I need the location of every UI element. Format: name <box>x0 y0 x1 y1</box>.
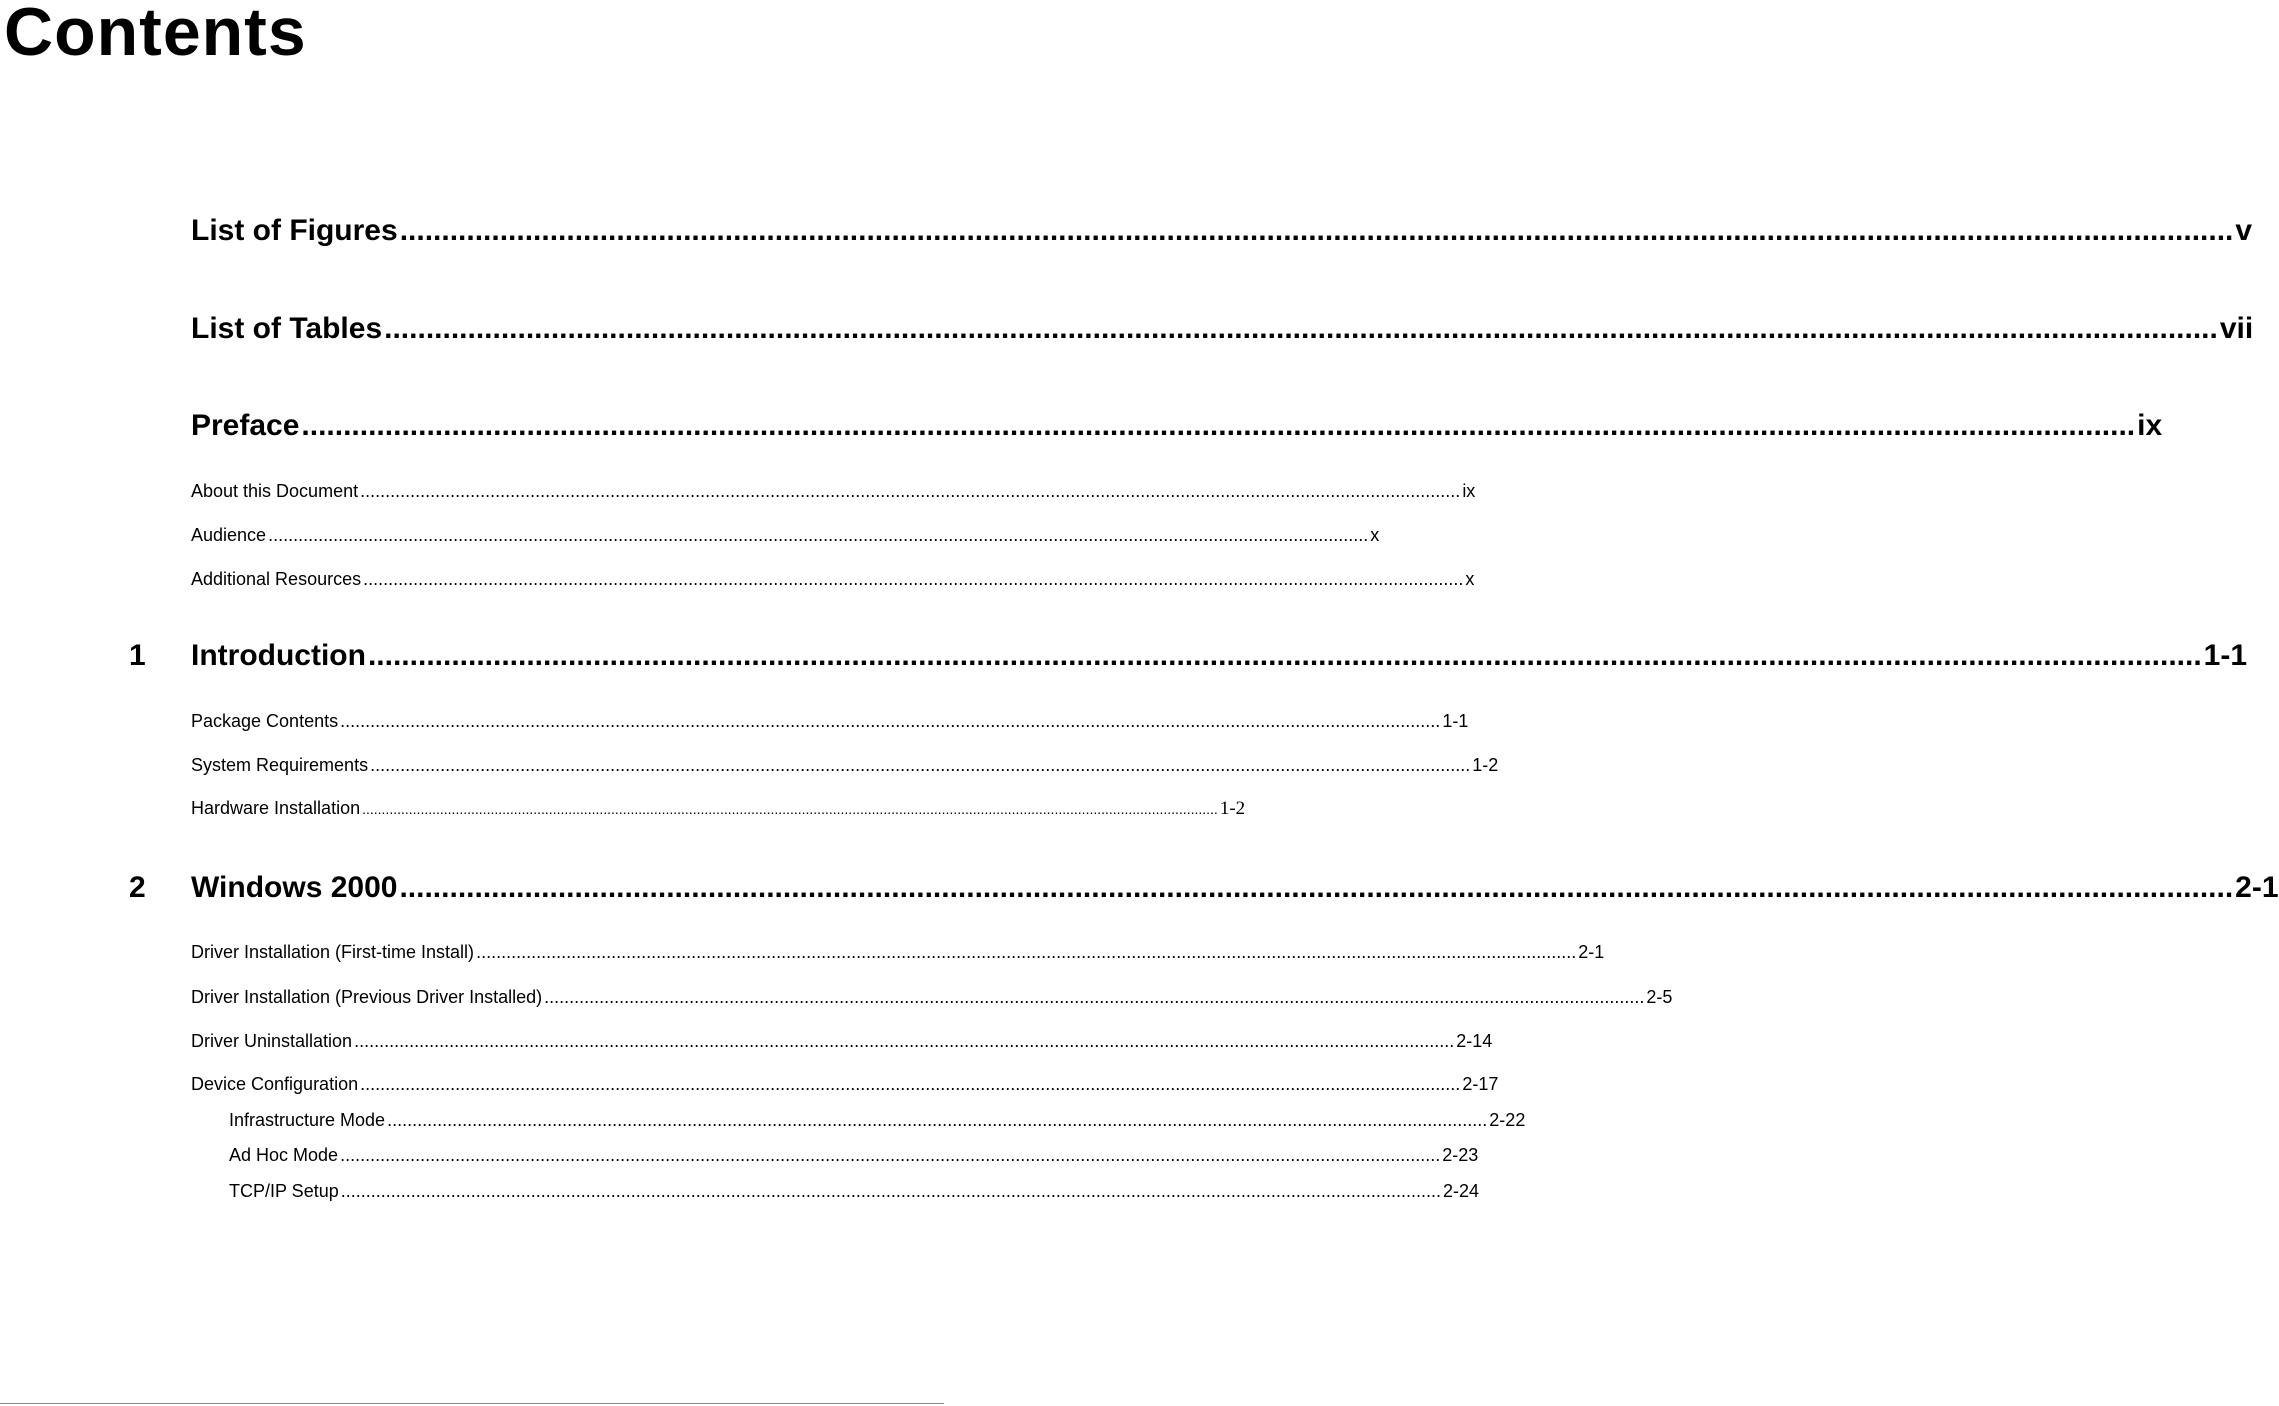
toc-entry-title: Infrastructure Mode <box>229 1110 386 1130</box>
toc-entry-page: x <box>1465 569 1475 589</box>
toc-entry-title: Introduction <box>191 639 366 672</box>
toc-entry-page: 2-24 <box>1442 1181 1479 1201</box>
toc-entry-infrastructure-mode[interactable] <box>229 1108 1526 1132</box>
toc-entry-page: 2-5 <box>1646 987 1673 1007</box>
dot-leader: ............................................................................................................................................................................................................................ <box>387 1110 1488 1130</box>
dot-leader: ............................................................................................................................................................................................................................ <box>399 214 2234 247</box>
toc-entry-list-of-figures[interactable] <box>191 211 2253 251</box>
page-title: Contents <box>4 0 307 70</box>
toc-entry-tcp-ip-setup[interactable] <box>229 1179 1479 1203</box>
toc-entry-title: Driver Uninstallation <box>191 1031 353 1051</box>
toc-entry-title: Device Configuration <box>191 1074 359 1094</box>
dot-leader: ............................................................................................................................................................................................................................ <box>354 1031 1455 1051</box>
dot-leader: ............................................................................................................................................................................................................................ <box>360 1074 1461 1094</box>
toc-entry-title: Hardware Installation <box>191 798 361 818</box>
toc-entry-page: 2-14 <box>1456 1031 1493 1051</box>
dot-leader: ............................................................................................................................................................................................................................ <box>476 942 1577 962</box>
toc-entry-page: 1-1 <box>2203 639 2248 672</box>
toc-entry-page: ix <box>1462 481 1476 501</box>
toc-entry-about-this-document[interactable] <box>191 479 1476 503</box>
toc-entry-title: Windows 2000 <box>191 871 398 904</box>
toc-entry-title: Audience <box>191 525 267 545</box>
toc-entry-title: Package Contents <box>191 711 339 731</box>
toc-entry-device-configuration[interactable] <box>191 1072 1499 1096</box>
dot-leader: ............................................................................................................................................................................................................................ <box>363 569 1464 589</box>
dot-leader: ............................................................................................................................................................................................................................ <box>268 525 1369 545</box>
toc-entry-ad-hoc-mode[interactable] <box>229 1143 1479 1167</box>
toc-entry-system-requirements[interactable] <box>191 753 1499 777</box>
toc-entry-page: 2-22 <box>1489 1110 1526 1130</box>
toc-entry-page: 2-17 <box>1462 1074 1499 1094</box>
dot-leader: ............................................................................................................................................................................................................................ <box>384 312 2218 345</box>
dot-leader: ............................................................................................................................................................................................................................ <box>544 987 1645 1007</box>
dot-leader: ............................................................................................................................................................................................................................ <box>340 1181 1441 1201</box>
toc-entry-title: Additional Resources <box>191 569 362 589</box>
toc-entry-title: System Requirements <box>191 755 369 775</box>
toc-entry-page: 1-1 <box>1442 711 1469 731</box>
toc-entry-driver-uninstallation[interactable] <box>191 1029 1493 1053</box>
toc-entry-title: TCP/IP Setup <box>229 1181 339 1201</box>
toc-entry-hardware-installation[interactable] <box>191 796 1246 820</box>
toc-entry-title: About this Document <box>191 481 359 501</box>
toc-entry-windows-2000[interactable] <box>191 868 2279 908</box>
toc-entry-introduction[interactable] <box>191 636 2248 676</box>
toc-entry-title: Driver Installation (First-time Install) <box>191 942 475 962</box>
dot-leader: ............................................................................................................................................................................................................................ <box>399 871 2234 904</box>
toc-entry-audience[interactable] <box>191 523 1380 547</box>
toc-entry-page: v <box>2235 214 2253 247</box>
toc-entry-package-contents[interactable] <box>191 709 1469 733</box>
toc-entry-title: Driver Installation (Previous Driver Installed) <box>191 987 543 1007</box>
dot-leader: ............................................................................................................................................................................................................................ <box>362 801 1218 817</box>
chapter-number: 1 <box>129 639 146 672</box>
toc-entry-page: 2-23 <box>1442 1145 1479 1165</box>
toc-entry-list-of-tables[interactable] <box>191 309 2254 349</box>
toc-entry-preface[interactable] <box>191 406 2163 446</box>
toc-entry-title: List of Figures <box>191 214 398 247</box>
toc-entry-page: 1-2 <box>1472 755 1499 775</box>
toc-entry-title: Ad Hoc Mode <box>229 1145 339 1165</box>
dot-leader: ............................................................................................................................................................................................................................ <box>340 711 1441 731</box>
toc-entry-driver-installation-first-time[interactable] <box>191 940 1605 964</box>
toc-entry-page: x <box>1370 525 1380 545</box>
toc-entry-page: ix <box>2137 409 2163 442</box>
chapter-number: 2 <box>129 871 146 904</box>
page-bottom-rule <box>0 1403 944 1404</box>
toc-entry-page: 2-1 <box>2235 871 2279 904</box>
dot-leader: ............................................................................................................................................................................................................................ <box>301 409 2136 442</box>
toc-entry-title: List of Tables <box>191 312 383 345</box>
dot-leader: ............................................................................................................................................................................................................................ <box>370 755 1471 775</box>
dot-leader: ............................................................................................................................................................................................................................ <box>367 639 2202 672</box>
toc-entry-title: Preface <box>191 409 300 442</box>
toc-entry-page: 2-1 <box>1578 942 1605 962</box>
toc-entry-page: vii <box>2219 312 2254 345</box>
dot-leader: ............................................................................................................................................................................................................................ <box>360 481 1461 501</box>
toc-entry-page: 1-2 <box>1219 798 1246 819</box>
toc-entry-additional-resources[interactable] <box>191 567 1475 591</box>
dot-leader: ............................................................................................................................................................................................................................ <box>340 1145 1441 1165</box>
toc-entry-driver-installation-previous[interactable] <box>191 985 1673 1009</box>
